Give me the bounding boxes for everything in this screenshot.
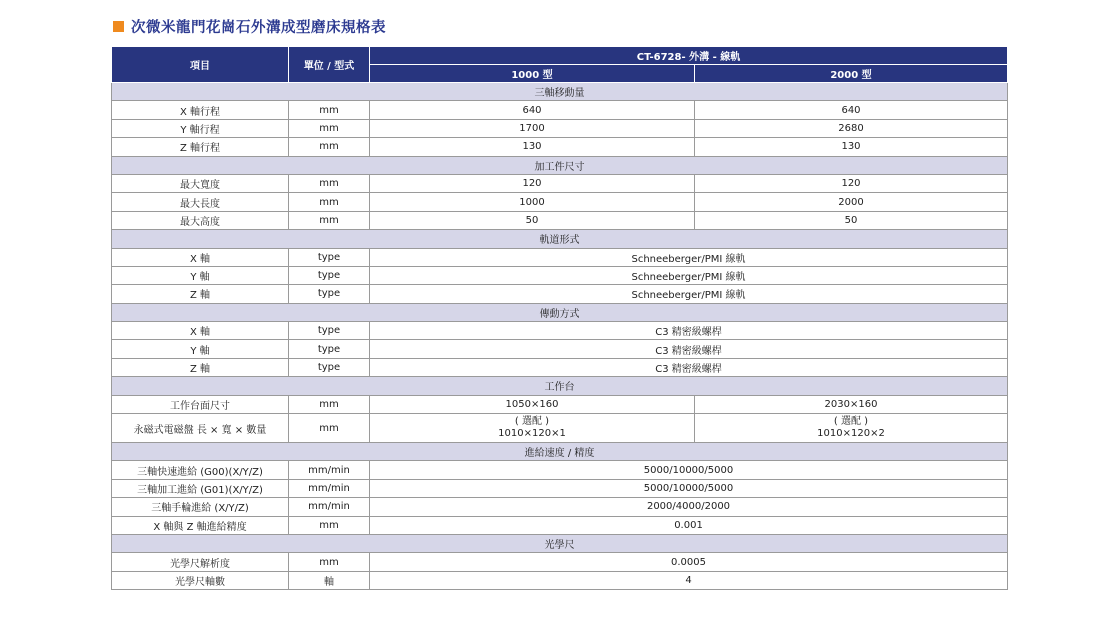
table-row (112, 461, 1008, 479)
table-row (112, 211, 1008, 229)
table-row (112, 138, 1008, 156)
table-row (112, 516, 1008, 534)
row-value-b-text: 1010×120×2 (817, 428, 885, 440)
table-row (112, 571, 1008, 589)
row-value: C3 精密級螺桿 (370, 358, 1008, 376)
row-item: 最大高度 (112, 211, 289, 229)
row-value-a: 1000 (370, 193, 695, 211)
table-row (112, 285, 1008, 303)
row-item: 工作台面尺寸 (112, 395, 289, 413)
row-value-b: 640 (695, 101, 1008, 119)
row-value-b: 2000 (695, 193, 1008, 211)
row-item: 三軸手輪進給 (X/Y/Z) (112, 498, 289, 516)
row-value: 5000/10000/5000 (370, 461, 1008, 479)
row-unit: mm (289, 414, 370, 443)
section-title: 軌道形式 (112, 230, 1008, 248)
row-unit: mm (289, 395, 370, 413)
row-unit: mm (289, 174, 370, 192)
row-value-b: 2680 (695, 119, 1008, 137)
table-row (112, 553, 1008, 571)
row-value: Schneeberger/PMI 線軌 (370, 285, 1008, 303)
page-title (113, 15, 386, 37)
row-value-a: 1050×160 (370, 395, 695, 413)
row-item: 永磁式電磁盤 長 × 寬 × 數量 (112, 414, 289, 443)
row-unit: mm/min (289, 479, 370, 497)
table-row (112, 119, 1008, 137)
table-row (112, 322, 1008, 340)
row-unit: mm (289, 516, 370, 534)
row-value: 2000/4000/2000 (370, 498, 1008, 516)
row-item: 三軸加工進給 (G01)(X/Y/Z) (112, 479, 289, 497)
row-item: Y 軸 (112, 266, 289, 284)
section-title: 進給速度 / 精度 (112, 443, 1008, 461)
row-unit: mm (289, 138, 370, 156)
row-unit: type (289, 340, 370, 358)
row-item: 最大寬度 (112, 174, 289, 192)
table-row (112, 414, 1008, 443)
section-title: 光學尺 (112, 534, 1008, 552)
section-title: 加工件尺寸 (112, 156, 1008, 174)
row-unit: type (289, 358, 370, 376)
row-unit: type (289, 285, 370, 303)
row-item: X 軸與 Z 軸進給精度 (112, 516, 289, 534)
row-item: X 軸行程 (112, 101, 289, 119)
table-row (112, 358, 1008, 376)
row-item: 最大長度 (112, 193, 289, 211)
row-unit: type (289, 248, 370, 266)
row-value: 5000/10000/5000 (370, 479, 1008, 497)
table-row (112, 193, 1008, 211)
row-value-a-text: 1010×120×1 (498, 428, 566, 440)
row-item: 光學尺軸數 (112, 571, 289, 589)
row-unit: mm/min (289, 461, 370, 479)
row-unit: type (289, 322, 370, 340)
row-value: Schneeberger/PMI 線軌 (370, 266, 1008, 284)
section-title: 傳動方式 (112, 303, 1008, 321)
header-model-b: 2000 型 (695, 65, 1008, 83)
row-value: 0.001 (370, 516, 1008, 534)
row-item: Z 軸 (112, 358, 289, 376)
spec-table (111, 46, 1008, 590)
table-row (112, 174, 1008, 192)
table-row (112, 479, 1008, 497)
table-row (112, 340, 1008, 358)
section-title: 三軸移動量 (112, 83, 1008, 101)
table-row (112, 498, 1008, 516)
row-item: Y 軸 (112, 340, 289, 358)
row-unit: mm (289, 101, 370, 119)
row-value-b: 50 (695, 211, 1008, 229)
row-value-b: 2030×160 (695, 395, 1008, 413)
row-value-b: 120 (695, 174, 1008, 192)
row-item: Z 軸行程 (112, 138, 289, 156)
row-value-a: 130 (370, 138, 695, 156)
row-item: X 軸 (112, 248, 289, 266)
header-unit: 單位 / 型式 (289, 47, 370, 83)
row-unit: mm (289, 211, 370, 229)
row-value-b (695, 414, 1008, 443)
header-model-group: CT-6728- 外溝 - 線軌 (370, 47, 1008, 65)
row-value: C3 精密級螺桿 (370, 340, 1008, 358)
row-unit: mm (289, 193, 370, 211)
row-value: C3 精密級螺桿 (370, 322, 1008, 340)
row-item: 三軸快速進給 (G00)(X/Y/Z) (112, 461, 289, 479)
header-item: 項目 (112, 47, 289, 83)
row-value-a: 1700 (370, 119, 695, 137)
row-note-b: ( 選配 ) (833, 416, 869, 428)
row-value-a: 50 (370, 211, 695, 229)
row-unit: mm (289, 553, 370, 571)
row-item: X 軸 (112, 322, 289, 340)
row-value-b: 130 (695, 138, 1008, 156)
row-unit: 軸 (289, 571, 370, 589)
row-value-a: 120 (370, 174, 695, 192)
section-title: 工作台 (112, 377, 1008, 395)
table-row (112, 248, 1008, 266)
page-title-text: 次微米龍門花崗石外溝成型磨床規格表 (131, 19, 386, 36)
header-model-a: 1000 型 (370, 65, 695, 83)
row-value: 4 (370, 571, 1008, 589)
row-item: Y 軸行程 (112, 119, 289, 137)
row-value: Schneeberger/PMI 線軌 (370, 248, 1008, 266)
row-unit: mm/min (289, 498, 370, 516)
title-bullet-icon (113, 21, 124, 32)
row-item: Z 軸 (112, 285, 289, 303)
row-item: 光學尺解析度 (112, 553, 289, 571)
table-row (112, 395, 1008, 413)
row-unit: type (289, 266, 370, 284)
table-row (112, 266, 1008, 284)
table-row (112, 101, 1008, 119)
row-note-a: ( 選配 ) (514, 416, 550, 428)
row-unit: mm (289, 119, 370, 137)
row-value-a: 640 (370, 101, 695, 119)
row-value-a (370, 414, 695, 443)
row-value: 0.0005 (370, 553, 1008, 571)
